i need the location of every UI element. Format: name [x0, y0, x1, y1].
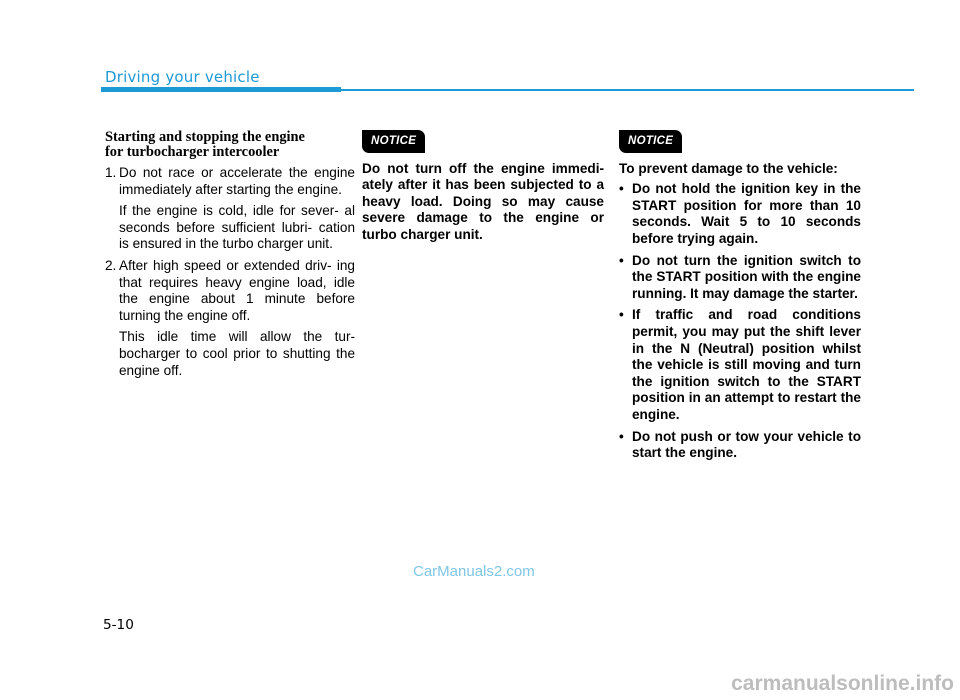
item-number: 2.: [105, 257, 117, 273]
list-item: [619, 307, 861, 423]
list-item: [619, 181, 861, 247]
bullet-text: If traffic and road conditions permit, you may put the shift lever in the N (Neutral) position whilst the vehicle is still moving and turn the ignition switch to the START position in an attempt to restart the engine.: [632, 307, 861, 422]
list-item: [105, 165, 355, 253]
bullet-icon: •: [619, 307, 624, 323]
column-notice-2: [619, 130, 861, 467]
heading-line-1: Starting and stopping the engine: [105, 129, 305, 145]
list-item: [619, 429, 861, 462]
list-item: [619, 253, 861, 303]
subsection-heading: [105, 130, 355, 160]
item-paragraph: Do not race or accelerate the engine immediately after starting the engine.: [119, 165, 355, 197]
section-title: Driving your vehicle: [105, 68, 260, 86]
heading-line-2: for turbocharger intercooler: [105, 144, 280, 160]
watermark-link[interactable]: CarManuals2.com: [413, 563, 535, 580]
item-paragraph: After high speed or extended driv- ing that requires heavy engine load, idle the engine about 1 minute before turning the engine off.: [119, 257, 355, 323]
column-engine-instructions: [105, 130, 355, 384]
header-line: [341, 89, 914, 91]
notice-badge: NOTICE: [619, 130, 682, 153]
bullet-icon: •: [619, 181, 624, 197]
bullet-icon: •: [619, 252, 624, 268]
notice-text: Do not turn off the engine immedi- ately after it has been subjected to a heavy load. Doing so may cause severe damage to the engine or turbo charger unit.: [362, 160, 604, 242]
notice-bullet-list: [619, 181, 861, 462]
notice-intro: To prevent damage to the vehicle:: [619, 160, 838, 176]
bullet-text: Do not push or tow your vehicle to start the engine.: [632, 428, 861, 461]
item-paragraph: This idle time will allow the tur- bocharger to cool prior to shutting the engine off.: [119, 329, 355, 378]
bullet-text: Do not hold the ignition key in the START position for more than 10 seconds. Wait 5 to 10 seconds before trying again.: [632, 181, 861, 246]
item-paragraph: If the engine is cold, idle for sever- al seconds before sufficient lubri- cation is ensured in the turbo charger unit.: [119, 203, 355, 252]
item-number: 1.: [105, 165, 117, 180]
page-number: 5-10: [103, 617, 134, 633]
bullet-icon: •: [619, 428, 624, 444]
notice-badge: NOTICE: [362, 130, 425, 153]
list-item: [105, 258, 355, 379]
site-watermark: carmanualsonline.info: [731, 672, 954, 695]
header-bar: [101, 87, 341, 92]
column-notice-1: [362, 130, 604, 244]
bullet-text: Do not turn the ignition switch to the START position with the engine running. It may damage the starter.: [632, 252, 861, 301]
